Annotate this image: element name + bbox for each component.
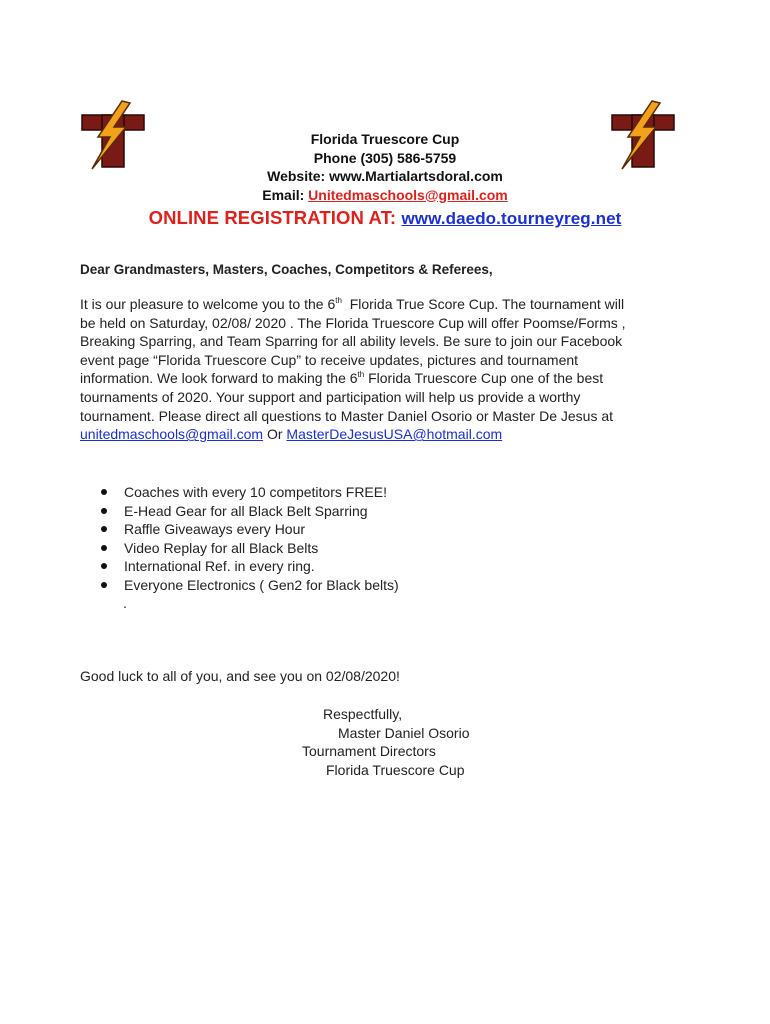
list-item-text: International Ref. in every ring. [124,558,315,575]
list-item [80,502,399,521]
salutation: Dear Grandmasters, Masters, Coaches, Competitors & Referees, [80,262,493,277]
list-item-text: Video Replay for all Black Belts [124,539,319,556]
paragraph-line: Breaking Sparring, and Team Sparring for all ability levels. Be sure to join our Facebook [80,333,623,350]
event-name: Florida Truescore Cup [310,131,460,147]
dejesus-email-link[interactable]: MasterDeJesusUSA@hotmail.com [286,426,503,443]
paragraph-line: tournaments of 2020. Your support and participation will help us provide a worthy [80,388,581,405]
registration-line [0,207,770,229]
signoff-block [0,705,770,779]
list-item [80,483,399,502]
bullet-dot-icon [101,563,107,569]
email-label: Email: [262,186,305,203]
registration-link[interactable]: www.daedo.tourneyreg.net [401,209,622,228]
paragraph-line: tournament. Please direct all questions to Master Daniel Osorio or Master De Jesus at [80,407,614,424]
bullet-dot-icon [101,508,107,514]
text-run: Florida True Score Cup. The tournament will [341,296,625,312]
paragraph-line: event page “Florida Truescore Cup” to receive updates, pictures and tournament [80,351,579,368]
list-item [80,539,399,558]
signoff-title: Tournament Directors [302,743,436,760]
superscript: th [357,370,365,380]
signoff-org: Florida Truescore Cup [326,761,465,778]
list-item-text: E-Head Gear for all Black Belt Sparring [124,502,368,519]
website-line: Website: www.Martialartsdoral.com [267,168,503,184]
bullet-dot-icon [101,582,107,588]
list-item [80,576,399,595]
text-run: Florida Truescore Cup one of the best [364,370,604,387]
trailing-period: . [123,595,127,611]
paragraph-line: be held on Saturday, 02/08/ 2020 . The Florida Truescore Cup will offer Poomse/Forms , [80,314,626,331]
or-text: Or [263,426,287,443]
signoff-name: Master Daniel Osorio [338,724,470,741]
header-email-link[interactable]: Unitedmaschools@gmail.com [308,186,508,203]
phone-line: Phone (305) 586-5759 [313,149,457,166]
list-item-text: Raffle Giveaways every Hour [124,521,306,538]
list-item-text: Coaches with every 10 competitors FREE! [124,484,387,500]
paragraph-line [80,369,680,388]
paragraph-line [80,425,680,444]
welcome-paragraph [80,295,680,444]
text-run: It is our pleasure to welcome you to the 6 [80,296,336,312]
list-item [80,557,399,576]
email-line [0,186,770,205]
paragraph-line [80,295,680,314]
letter-header [0,130,770,204]
bullet-dot-icon [101,489,107,495]
bullet-dot-icon [101,545,107,551]
features-list [80,483,399,595]
list-item [80,520,399,539]
bullet-dot-icon [101,526,107,532]
text-run: information. We look forward to making the 6 [80,370,358,387]
superscript: th [335,296,342,305]
registration-label: ONLINE REGISTRATION AT: [148,207,397,228]
united-email-link[interactable]: unitedmaschools@gmail.com [80,426,264,443]
closing-line: Good luck to all of you, and see you on 02/08/2020! [80,668,400,684]
signoff-respectfully: Respectfully, [323,706,403,722]
list-item-text: Everyone Electronics ( Gen2 for Black belts) [124,576,399,593]
